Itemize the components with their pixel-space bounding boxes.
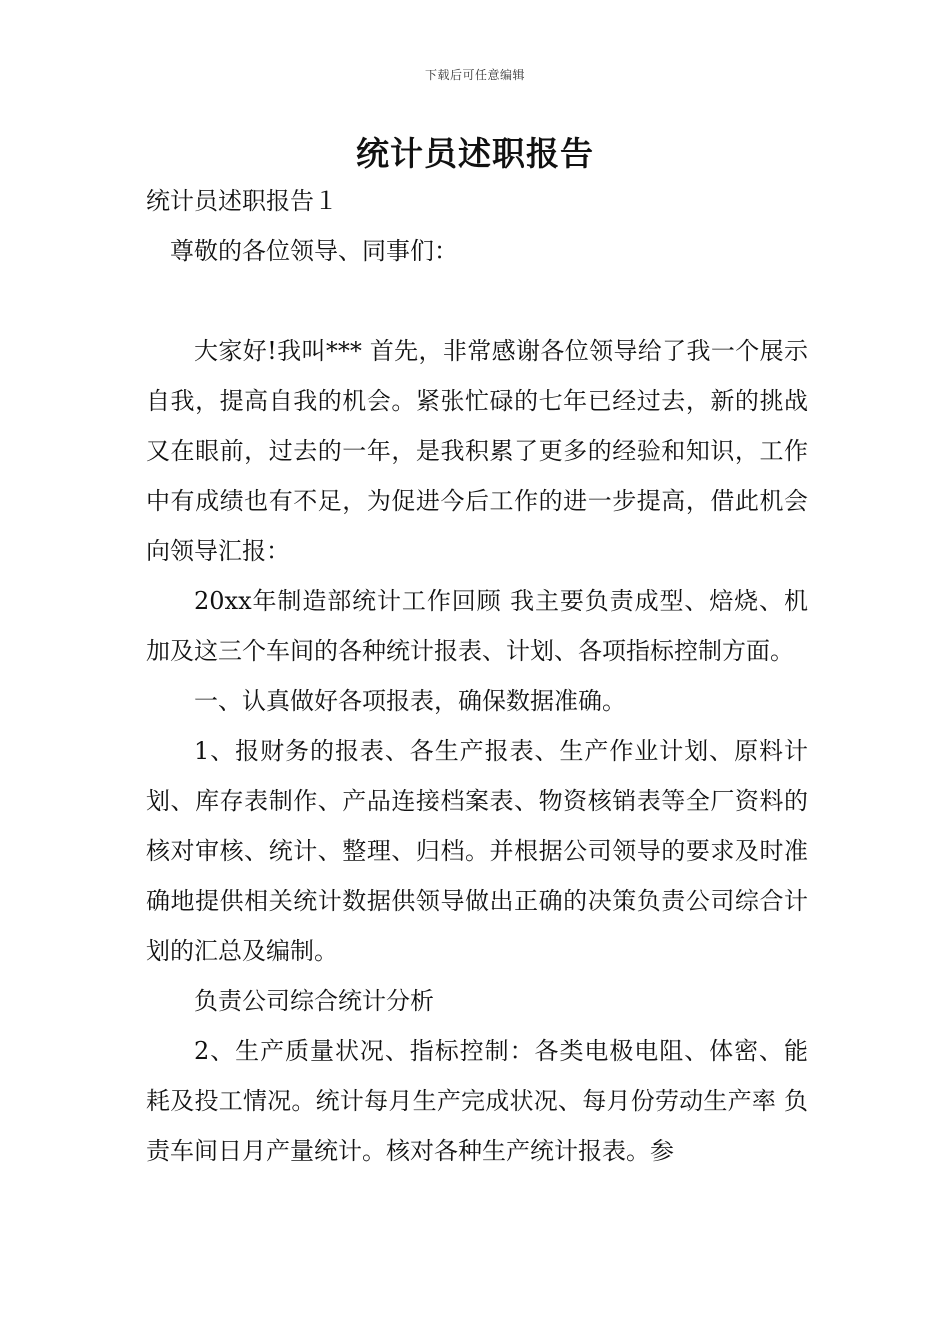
header-note: 下载后可任意编辑 — [424, 68, 525, 82]
page-title: 统计员述职报告 — [356, 134, 594, 173]
paragraph-intro: 大家好!我叫*** 首先，非常感谢各位领导给了我一个展示自我，提高自我的机会。紧张忙碌的七年已经过去，新的挑战又在眼前，过去的一年，是我积累了更多的经验和知识，工作中有成绩也有不足，为促进今后工作的进一步提高，借此机会向领导汇报： — [146, 337, 808, 565]
paragraph-item-two: 2、生产质量状况、指标控制：各类电极电阻、体密、能耗及投工情况。统计每月生产完成状况、每月份劳动生产率 负责车间日月产量统计。核对各种生产统计报表。参 — [146, 1037, 808, 1165]
paragraph-review: 20xx年制造部统计工作回顾 我主要负责成型、焙烧、机加及这三个车间的各种统计报表、计划、各项指标控制方面。 — [146, 587, 808, 665]
paragraph-section-one-heading: 一、认真做好各项报表，确保数据准确。 — [194, 687, 626, 715]
salutation: 尊敬的各位领导、同事们： — [170, 237, 458, 265]
paragraph-item-one: 1、报财务的报表、各生产报表、生产作业计划、原料计划、库存表制作、产品连接档案表、物资核销表等全厂资料的核对审核、统计、整理、归档。并根据公司领导的要求及时准确地提供相关统计数据供领导做出正确的决策负责公司综合计划的汇总及编制。 — [146, 737, 808, 965]
paragraph-analysis: 负责公司综合统计分析 — [194, 987, 434, 1015]
section-subtitle: 统计员述职报告１ — [146, 187, 338, 215]
report-body — [146, 326, 808, 1176]
